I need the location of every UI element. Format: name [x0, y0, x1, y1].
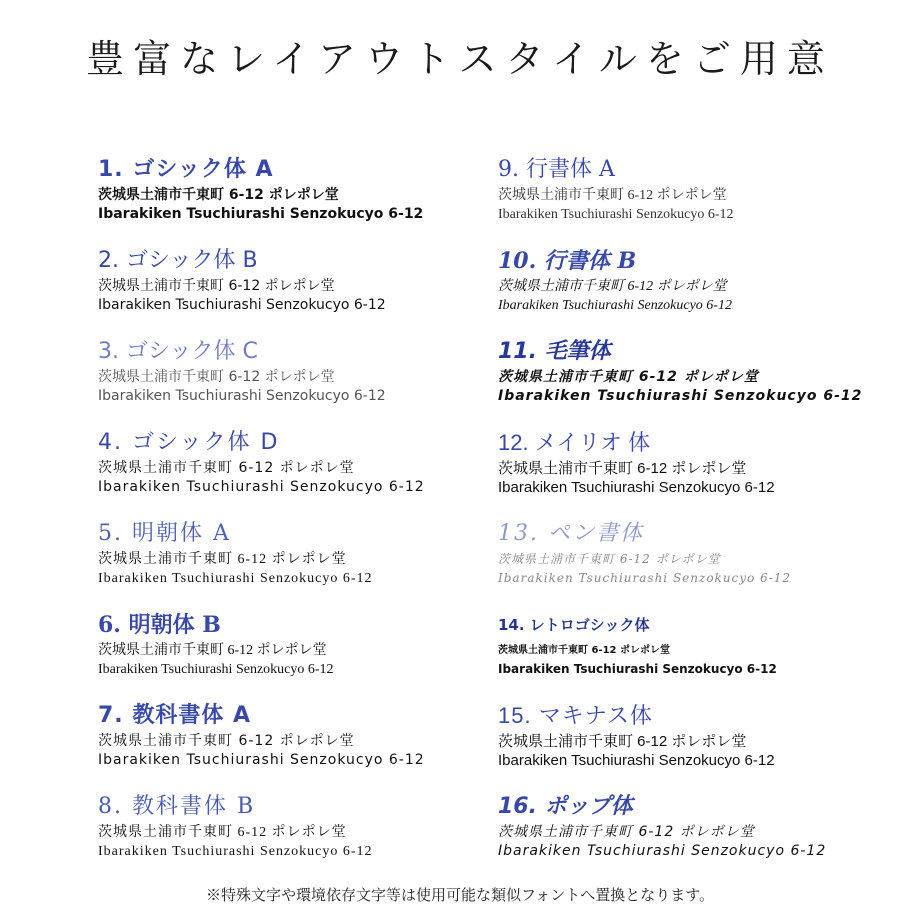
sample-address-jp: 茨城県土浦市千東町 6-12 ポレポレ堂	[498, 645, 670, 656]
sample-address-jp: 茨城県土浦市千東町 6-12 ポレポレ堂	[498, 733, 747, 750]
font-sample-title: 8. 教科書体 B	[98, 794, 256, 819]
sample-address-roman: Ibarakiken Tsuchiurashi Senzokucyo 6-12	[498, 571, 792, 585]
sample-address-jp: 茨城県土浦市千東町 6-12 ポレポレ堂	[98, 733, 355, 749]
font-sample-title: 13. ペン書体	[498, 521, 644, 546]
font-sample	[498, 245, 908, 336]
sample-address-roman: Ibarakiken Tsuchiurashi Senzokucyo 6-12	[498, 752, 775, 769]
sample-address-roman: Ibarakiken Tsuchiurashi Senzokucyo 6-12	[498, 662, 777, 676]
font-sample	[98, 427, 508, 518]
sample-address-roman: Ibarakiken Tsuchiurashi Senzokucyo 6-12	[98, 206, 424, 222]
font-sample-title: 4. ゴシック体 D	[98, 430, 280, 455]
sample-address-roman: Ibarakiken Tsuchiurashi Senzokucyo 6-12	[498, 479, 775, 496]
font-samples-left-column	[98, 154, 508, 882]
sample-address-jp: 茨城県土浦市千東町 6-12 ポレポレ堂	[98, 552, 347, 567]
sample-address-jp: 茨城県土浦市千東町 6-12 ポレポレ堂	[98, 825, 347, 840]
font-sample	[98, 609, 508, 700]
font-sample	[98, 245, 508, 336]
sample-address-jp: 茨城県土浦市千東町 6-12 ポレポレ堂	[498, 369, 759, 385]
font-sample-title: 16. ポップ体	[498, 794, 633, 819]
font-sample	[498, 427, 908, 518]
font-sample	[98, 518, 508, 609]
sample-address-jp: 茨城県土浦市千東町 6-12 ポレポレ堂	[98, 460, 355, 476]
sample-address-roman: Ibarakiken Tsuchiurashi Senzokucyo 6-12	[498, 388, 863, 404]
footnote: ※特殊文字や環境依存文字等は使用可能な類似フォントへ置換となります。	[205, 886, 715, 904]
sample-address-jp: 茨城県土浦市千東町 6-12 ポレポレ堂	[498, 188, 727, 203]
font-sample-title: 11. 毛筆体	[498, 339, 611, 364]
sample-address-jp: 茨城県土浦市千東町 6-12 ポレポレ堂	[498, 552, 721, 566]
font-sample-title: 7. 教科書体 A	[98, 703, 252, 728]
sample-address-roman: Ibarakiken Tsuchiurashi Senzokucyo 6-12	[498, 298, 732, 313]
font-sample-title: 9. 行書体 A	[498, 157, 615, 182]
sample-address-jp: 茨城県土浦市千東町 6-12 ポレポレ堂	[98, 187, 339, 203]
sample-address-roman: Ibarakiken Tsuchiurashi Senzokucyo 6-12	[498, 843, 827, 859]
font-sample	[98, 336, 508, 427]
font-samples-right-column	[498, 154, 908, 882]
sample-address-jp: 茨城県土浦市千東町 6-12 ポレポレ堂	[498, 460, 747, 477]
font-sample	[98, 154, 508, 245]
sample-address-roman: Ibarakiken Tsuchiurashi Senzokucyo 6-12	[98, 844, 373, 859]
font-sample	[98, 700, 508, 791]
font-sample	[498, 336, 908, 427]
sample-address-jp: 茨城県土浦市千東町 6-12 ポレポレ堂	[498, 824, 755, 840]
sample-address-roman: Ibarakiken Tsuchiurashi Senzokucyo 6-12	[98, 479, 425, 495]
sample-address-roman: Ibarakiken Tsuchiurashi Senzokucyo 6-12	[98, 752, 425, 768]
font-sample-title: 6. 明朝体 B	[98, 612, 221, 638]
font-sample-title: 15. マキナス体	[498, 703, 653, 728]
sample-address-roman: Ibarakiken Tsuchiurashi Senzokucyo 6-12	[98, 662, 334, 677]
sample-address-roman: Ibarakiken Tsuchiurashi Senzokucyo 6-12	[98, 297, 386, 313]
font-sample-title: 5. 明朝体 A	[98, 521, 231, 546]
font-sample	[498, 154, 908, 245]
font-sample-title: 10. 行書体 B	[498, 248, 637, 274]
sample-address-jp: 茨城県土浦市千東町 6-12 ポレポレ堂	[98, 278, 335, 294]
font-sample	[498, 700, 908, 791]
sample-address-roman: Ibarakiken Tsuchiurashi Senzokucyo 6-12	[98, 571, 373, 586]
sample-address-jp: 茨城県土浦市千東町 6-12 ポレポレ堂	[98, 369, 335, 385]
sample-address-roman: Ibarakiken Tsuchiurashi Senzokucyo 6-12	[98, 388, 386, 404]
font-sample	[498, 518, 908, 609]
font-sample-title: 1. ゴシック体 A	[98, 157, 274, 182]
sample-address-jp: 茨城県土浦市千東町 6-12 ポレポレ堂	[498, 279, 727, 294]
page-title: 豊富なレイアウトスタイルをご用意	[86, 37, 834, 81]
font-sample-title: 3. ゴシック体 C	[98, 339, 258, 364]
font-sample	[498, 609, 908, 700]
font-sample-title: 12. メイリオ 体	[498, 430, 651, 455]
font-sample	[98, 791, 508, 882]
sample-address-roman: Ibarakiken Tsuchiurashi Senzokucyo 6-12	[498, 207, 734, 222]
font-sample	[498, 791, 908, 882]
sample-address-jp: 茨城県土浦市千東町 6-12 ポレポレ堂	[98, 643, 327, 658]
font-sample-title: 14. レトロゴシック体	[498, 616, 650, 634]
font-sample-title: 2. ゴシック体 B	[98, 248, 258, 273]
